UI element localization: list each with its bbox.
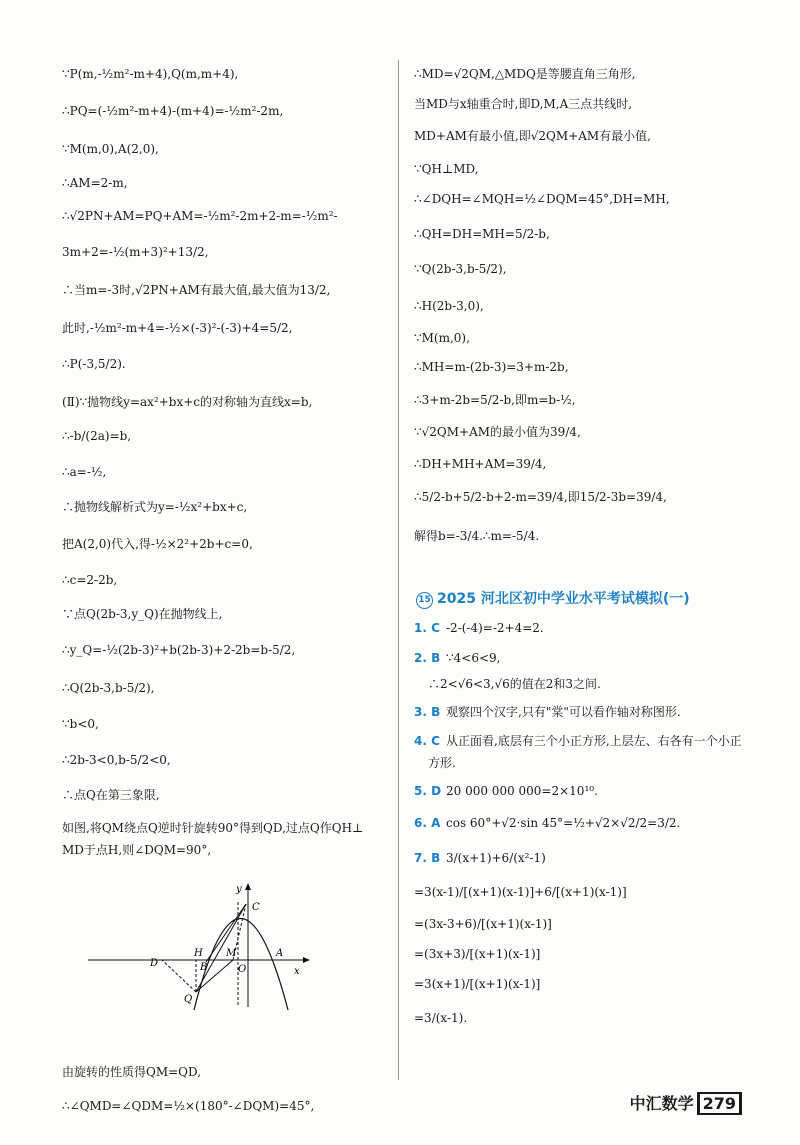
text-line: ∴∠DQH=∠MQH=½∠DQM=45°,DH=MH, <box>414 192 670 206</box>
text-line: ∴∠QMD=∠QDM=½×(180°-∠DQM)=45°, <box>62 1099 315 1113</box>
text-line: ∴3+m-2b=5/2-b,即m=b-½, <box>414 393 576 407</box>
answer-line <box>414 676 744 692</box>
text-line: MD于点H,则∠DQM=90°, <box>62 843 212 857</box>
label-b: B <box>200 962 208 973</box>
page-footer <box>630 1091 742 1114</box>
answer-line <box>414 620 744 636</box>
text-line: ∴MD=√2QM,△MDQ是等腰直角三角形, <box>414 67 636 81</box>
text-line: 把A(2,0)代入,得-½×2²+2b+c=0, <box>62 537 253 551</box>
y-axis-arrow <box>245 883 251 890</box>
answer-text: =3(x+1)/[(x+1)(x-1)] <box>414 977 541 991</box>
text-line: ∵P(m,-½m²-m+4),Q(m,m+4), <box>62 67 239 81</box>
answer-text: =3(x-1)/[(x+1)(x-1)]+6/[(x+1)(x-1)] <box>414 885 627 899</box>
text-line: ∴5/2-b+5/2-b+2-m=39/4,即15/2-3b=39/4, <box>414 490 667 504</box>
answer-line <box>414 850 744 866</box>
answer-line <box>414 946 744 962</box>
text-line: ∴QH=DH=MH=5/2-b, <box>414 227 550 241</box>
text-line: ∴2b-3<0,b-5/2<0, <box>62 753 171 767</box>
label-y: y <box>236 884 242 895</box>
text-line: ∴y_Q=-½(2b-3)²+b(2b-3)+2-2b=b-5/2, <box>62 643 296 657</box>
label-h: H <box>194 948 203 959</box>
text-line: ∴抛物线解析式为y=-½x²+bx+c, <box>62 500 248 514</box>
text-line: ∴Q(2b-3,b-5/2), <box>62 681 155 695</box>
answer-line <box>414 755 744 771</box>
section-title-text: 2025 河北区初中学业水平考试模拟(一) <box>437 591 690 607</box>
column-divider <box>398 60 399 1080</box>
answer-text: 方形. <box>428 756 456 770</box>
text-line: ∴a=-½, <box>62 465 107 479</box>
text-line: 此时,-½m²-m+4=-½×(-3)²-(-3)+4=5/2, <box>62 321 293 335</box>
text-line: ∵M(m,0),A(2,0), <box>62 142 159 156</box>
text-line: 当MD与x轴重合时,即D,M,A三点共线时, <box>414 97 633 111</box>
text-line: ∴当m=-3时,√2PN+AM有最大值,最大值为13/2, <box>62 283 331 297</box>
segment-qd <box>162 960 196 992</box>
answer-line <box>414 884 744 900</box>
text-line: ∵Q(2b-3,b-5/2), <box>414 262 507 276</box>
text-line: ∵QH⊥MD, <box>414 162 479 176</box>
answer-line <box>414 976 744 992</box>
answer-text: 20 000 000 000=2×10¹⁰. <box>446 784 598 798</box>
answer-line <box>414 815 744 831</box>
text-line: ∴P(-3,5/2). <box>62 357 126 371</box>
text-line: ∵点Q(2b-3,y_Q)在抛物线上, <box>62 607 223 621</box>
x-axis-arrow <box>303 957 310 963</box>
answer-text: =3/(x-1). <box>414 1011 468 1025</box>
answer-text: =(3x-3+6)/[(x+1)(x-1)] <box>414 917 552 931</box>
answer-label: 2. B <box>414 651 441 665</box>
answer-label: 7. B <box>414 851 441 865</box>
text-line: ∴-b/(2a)=b, <box>62 429 132 443</box>
answer-line <box>414 783 744 799</box>
answer-line <box>414 704 744 720</box>
label-m: M <box>226 948 237 959</box>
text-line: 如图,将QM绕点Q逆时针旋转90°得到QD,过点Q作QH⊥ <box>62 821 364 835</box>
text-line: ∴PQ=(-½m²-m+4)-(m+4)=-½m²-2m, <box>62 104 284 118</box>
label-q: Q <box>184 994 193 1005</box>
footer-brand: 中汇数学 <box>629 1094 694 1113</box>
answer-label: 1. C <box>414 621 440 635</box>
page-number: 279 <box>697 1092 742 1115</box>
text-line: ∴c=2-2b, <box>62 573 118 587</box>
answer-text: cos 60°+√2·sin 45°=½+√2×√2/2=3/2. <box>446 816 681 830</box>
text-line: ∴DH+MH+AM=39/4, <box>414 457 547 471</box>
answer-text: ∵4<6<9, <box>446 651 501 665</box>
text-line: ∴√2PN+AM=PQ+AM=-½m²-2m+2-m=-½m²- <box>62 209 338 223</box>
text-line: ∵b<0, <box>62 717 99 731</box>
answer-text: ∴2<√6<3,√6的值在2和3之间. <box>428 677 601 691</box>
text-line: ∵√2QM+AM的最小值为39/4, <box>414 425 581 439</box>
answer-label: 3. B <box>414 705 441 719</box>
answer-text: 从正面看,底层有三个小正方形,上层左、右各有一个小正 <box>446 734 742 748</box>
answer-label: 5. D <box>414 784 442 798</box>
text-line: ∴点Q在第三象限, <box>62 788 160 802</box>
answer-text: -2-(-4)=-2+4=2. <box>446 621 544 635</box>
text-line: ∴AM=2-m, <box>62 176 128 190</box>
answer-line <box>414 916 744 932</box>
label-o: O <box>238 964 247 975</box>
label-c: C <box>252 902 260 913</box>
label-x: x <box>294 966 300 977</box>
text-line: 由旋转的性质得QM=QD, <box>62 1065 202 1079</box>
text-line: ∴H(2b-3,0), <box>414 299 484 313</box>
text-line: MD+AM有最小值,即√2QM+AM有最小值, <box>414 129 651 143</box>
answer-line <box>414 733 744 749</box>
text-line: (Ⅱ)∵抛物线y=ax²+bx+c的对称轴为直线x=b, <box>62 395 313 409</box>
text-line: 解得b=-3/4.∴m=-5/4. <box>414 529 540 543</box>
answer-label: 4. C <box>414 734 440 748</box>
section-number: 15 <box>416 592 433 609</box>
answer-label: 6. A <box>414 816 441 830</box>
label-d: D <box>150 958 159 969</box>
answer-text: 观察四个汉字,只有"棠"可以看作轴对称图形. <box>446 705 681 719</box>
text-line: ∵M(m,0), <box>414 331 470 345</box>
text-line: ∴MH=m-(2b-3)=3+m-2b, <box>414 360 569 374</box>
answer-text: 3/(x+1)+6/(x²-1) <box>446 851 546 865</box>
section-title <box>416 588 746 609</box>
answer-line <box>414 1010 744 1026</box>
label-a: A <box>276 948 284 959</box>
text-line: 3m+2=-½(m+3)²+13/2, <box>62 245 209 259</box>
answer-line <box>414 650 744 666</box>
parabola-figure <box>88 882 318 1012</box>
answer-text: =(3x+3)/[(x+1)(x-1)] <box>414 947 541 961</box>
